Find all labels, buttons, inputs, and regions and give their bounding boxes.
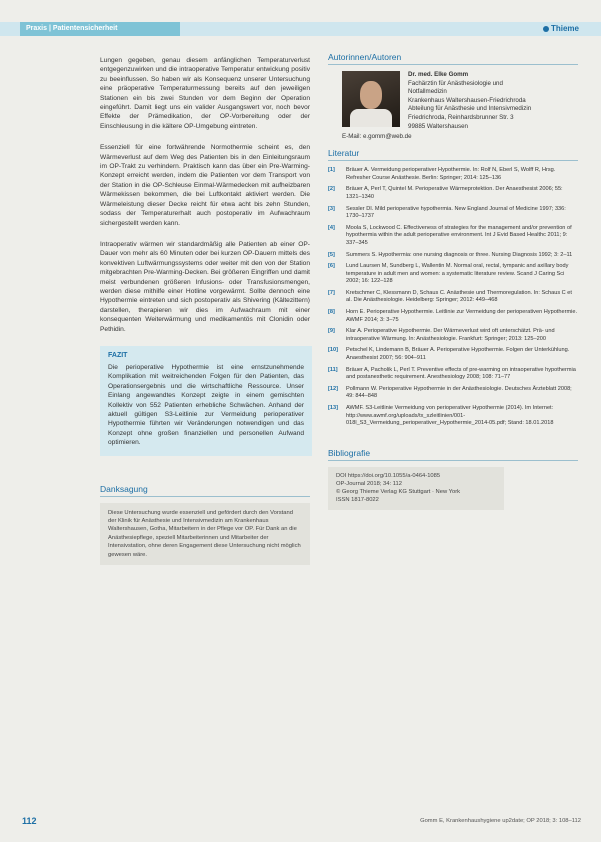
author-box	[328, 71, 578, 131]
author-info	[408, 71, 531, 131]
author-line: Friedrichroda, Reinhardsbrunner Str. 3	[408, 113, 514, 121]
reference-number: [9]	[328, 328, 335, 335]
reference-number: [10]	[328, 347, 338, 354]
reference-number: [5]	[328, 251, 335, 258]
bibliography-line: © Georg Thieme Verlag KG Stuttgart · New York	[336, 489, 461, 496]
author-face-shape	[360, 81, 382, 109]
author-line: Fachärztin für Anästhesiologie und	[408, 79, 503, 87]
reference-text: Sessler DI. Mild perioperative hypothermia. New England Journal of Medicine 1997; 336: 1730–1737	[346, 205, 566, 220]
reference-text: Summers S. Hypothermia: one nursing diagnosis or three. Nursing Diagnosis 1992; 3: 2–11	[346, 251, 573, 258]
reference-text: Moola S, Lockwood C. Effectiveness of strategies for the management and/or prevention of hypothermia within the adult perioperative environment. Int J Evid Based Healthc 2011; 9: 337–345	[346, 224, 572, 246]
reference-text: Kretschmer C, Klessmann D, Schaus C. Anästhesie und Thermoregulation. In: Schaus C et al. Die Anästhesiologie. Heidelberg: Springer; 2012: 449–468	[346, 289, 572, 304]
literature-heading: Literatur	[328, 148, 578, 161]
page-number: 112	[22, 816, 37, 826]
thieme-logo-icon	[543, 26, 549, 32]
author-photo	[342, 71, 400, 127]
reference-item	[328, 252, 578, 260]
author-name: Dr. med. Elke Gomm	[408, 71, 469, 78]
body-paragraph-2: Essenziell für eine fortwährende Normothermie scheint es, den Wärmeverlust auf dem Weg des Patienten bis in den Einleitungsraum im OP-Trakt zu verhindern. Praktisch kann das über ein Pre-Warming-Konzept erreicht werden, indem die Patienten vor dem Transport von der Station in die OP-Schleuse Einmal-Wärmedecken mit aufheizbaren Wärmekissen bekommen, die bei Luftkontakt aktiviert werden. Die Wärmeleistung dieser Decke reicht für etwa acht bis zehn Stunden, sodass der Temperaturerhalt auch postoperativ im Aufwachraum sichergestellt werden kann.	[100, 144, 310, 227]
author-heading: Autorinnen/Autoren	[328, 52, 578, 65]
reference-item	[328, 309, 578, 324]
author-shirt-shape	[350, 109, 392, 127]
reference-item	[328, 405, 578, 428]
body-paragraph-3: Intraoperativ wärmen wir standardmäßig alle Patienten ab einer OP-Dauer von mehr als 60 Minuten oder bei kurzen OP-Dauern mittels des konvektiven Luftwärmungssystems oder weiter mit den von der Station mitgebrachten Pre-Warming-Decken. Bei größeren Eingriffen und damit meist verbundenen größeren Infusions- oder Transfusionsmengen, werden diese mithilfe einer Hotline vorgewärmt. Sollte dennoch eine Hypothermie eintreten und sich postoperativ als Shivering (Kältezittern) darstellen, therapieren wir dies im Aufwachraum mit einer konsequenten Weiterwärmung und medikamentös mit Clonidin oder Pethidin.	[100, 240, 310, 333]
reference-number: [1]	[328, 167, 335, 174]
reference-number: [8]	[328, 309, 335, 316]
reference-item	[328, 386, 578, 401]
footer-citation: Gomm E, Krankenhaushygiene up2date; OP 2018; 3: 108–112	[420, 818, 581, 824]
reference-number: [12]	[328, 385, 338, 392]
reference-text[interactable]: AWMF. S3-Leitlinie Vermeidung von perioperativer Hypothermie (2014). Im Internet: http://www.awmf.org/uploads/tx_szleitlinien/001-018l_S3_Vermeidung_perioperativer_Hypothermie_2014-05.pdf; Stand: 18.01.2018	[346, 405, 554, 427]
reference-item	[328, 167, 578, 182]
reference-number: [2]	[328, 186, 335, 193]
bibliography-line: OP-Journal 2018; 34: 112	[336, 480, 402, 487]
bibliography-heading: Bibliografie	[328, 448, 578, 461]
author-line: Krankenhaus Waltershausen-Friedrichroda	[408, 96, 526, 104]
doi-link[interactable]: DOI https://doi.org/10.1055/a-0464-1085	[336, 472, 441, 479]
reference-number: [11]	[328, 366, 338, 373]
reference-text: Bräuer A. Vermeidung perioperativer Hypothermie. In: Rolf N, Eberl S, Wolff R, Hrsg. Refresher Course Anästhesie. Berlin: Springer; 2014: 125–136	[346, 167, 556, 181]
acknowledgement-heading: Danksagung	[100, 484, 310, 497]
reference-text: Klar A. Perioperative Hypothermie. Der Wärmeverlust wird oft unterschätzt. Prä- und intraoperative Wärmung. In: Anästhesiologie. Frankfurt: Springer; 2013: 125–200	[346, 328, 555, 342]
author-line: 99885 Waltershausen	[408, 122, 468, 130]
reference-text: Lund Laursen M, Sundberg L, Wallentin M. Normal oral, rectal, tympanic and axillary body temperature in adult men and women: a systematic literature review. Scand J Caring Sci 2002; 16: 122–128	[346, 263, 569, 285]
fazit-box	[100, 346, 312, 456]
reference-number: [7]	[328, 289, 335, 296]
reference-text: Bräuer A, Pacholik L, Perl T. Preventive effects of pre-warming on intraoperative hypothermia and postanesthetic requirement. Anesthesiology 2008; 108: 71–77	[346, 366, 576, 381]
author-line: Abteilung für Anästhesie und Intensivmedizin	[408, 105, 532, 113]
reference-item	[328, 225, 578, 248]
reference-item	[328, 367, 578, 382]
reference-item	[328, 206, 578, 221]
left-column	[100, 56, 310, 565]
reference-list	[328, 167, 578, 428]
reference-text: Petschel K, Lindemann B, Bräuer A. Perioperative Hypothermie. Folgen der Unterkühlung. Anaesthesist 2007; 56: 904–911	[346, 347, 570, 362]
reference-text: Pollmann W. Perioperative Hypothermie in der Anästhesiologie. Deutsches Ärzteblatt 2008; 49: 844–848	[346, 385, 572, 400]
reference-number: [6]	[328, 263, 335, 270]
brand-logo	[543, 24, 579, 33]
fazit-text: Die perioperative Hypothermie ist eine ernstzunehmende Komplikation mit weitreichenden Folgen für den Patienten, das Operationsergebnis und die wirtschaftliche Ressource. Unser Einlang angewandtes Konzept zeigte in einem gemischten Kollektiv von 552 Patienten erhebliche Schwächen. Anhand der aktuell gültigen S3-Leitlinie zur Vermeidung perioperativer Hypothermie führten wir Veränderungen notwendigen und das Konzept ohne großen finanziellen und personellen Aufwand optimieren.	[108, 363, 304, 447]
acknowledgement-text: Diese Untersuchung wurde essenziell und gefördert durch den Vorstand der Klinik für Anästhesie und Intensivmedizin am Krankenhaus Waltershausen, Gotha, Mitarbeitern in der Pflege vor OP. Für Dank an die Anästhesiepflege, speziell Mitarbeiterinnen und Mitarbeiter der Intensivstation, ohne deren Engagement diese Untersuchung nicht möglich gewesen wäre.	[100, 503, 310, 565]
reference-item	[328, 347, 578, 362]
reference-text: Bräuer A, Perl T, Quintel M. Perioperative Wärmeprotektion. Der Anaesthesist 2006; 55: 1321–1340	[346, 186, 563, 200]
bibliography-section	[328, 448, 578, 510]
reference-item	[328, 186, 578, 201]
reference-number: [4]	[328, 224, 335, 231]
reference-text: Horn E. Perioperative Hypothermie. Leitlinie zur Vermeidung der perioperativen Hypothermie. AWMF 2014; 3: 3–75	[346, 309, 578, 323]
reference-number: [13]	[328, 405, 338, 411]
body-paragraph-1: Lungen gegeben, genau diesem anfänglichen Temperaturverlust entgegenzuwirken und die intraoperative Temperatur entwickung positiv zu beeinflussen. So haben wir als Konsequenz unserer Untersuchung eine präoperative Temperaturmessung bereits auf den jeweiligen Stationen ein bis zwei Stunden vor dem Beginn der Operation eingeführt. Damit liegt uns ein valider Ausgangswert vor, noch bevor Effekte der Prämedikation, der OP-Vorbereitung oder der Einschleusung in die kältere OP-Umgebung eintreten.	[100, 57, 310, 130]
reference-number: [3]	[328, 205, 335, 212]
reference-item	[328, 290, 578, 305]
brand-name: Thieme	[550, 24, 579, 33]
bibliography-box	[328, 467, 504, 510]
reference-item	[328, 263, 578, 286]
fazit-title: FAZIT	[108, 351, 128, 359]
author-line: Notfallmedizin	[408, 88, 447, 96]
reference-item	[328, 328, 578, 343]
author-email[interactable]: E-Mail: e.gomm@web.de	[342, 133, 412, 141]
right-column	[328, 52, 578, 510]
bibliography-line: ISSN 1817-8022	[336, 497, 379, 504]
section-label: Praxis | Patientensicherheit	[20, 22, 180, 36]
